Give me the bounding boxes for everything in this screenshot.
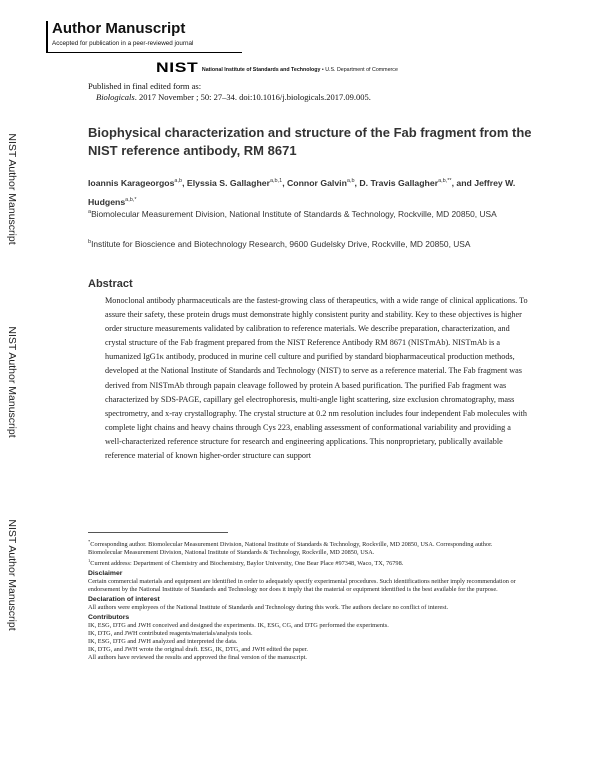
contributor-line: IK, DTG, and JWH contributed reagents/materials/analysis tools.: [88, 630, 253, 638]
published-line: Published in final edited form as:: [88, 81, 202, 91]
author-affil-sup: a,b: [174, 178, 183, 184]
author-affil-sup: a,b,*: [125, 196, 137, 203]
side-label-1: NIST Author Manuscript: [6, 132, 18, 245]
interest-text: All authors were employees of the National Institute of Standards and Technology during this work. The authors declare no conflict of interest.: [88, 604, 449, 612]
journal-name: Biologicals: [96, 92, 135, 102]
nist-agency-text: [202, 67, 398, 73]
interest-heading: Declaration of interest: [88, 596, 160, 604]
author-name: Connor Galvin: [287, 177, 347, 188]
author-list: Ioannis Karageorgos$^{a,b}$, Elyssia S. Gallagher$^{a,b,1}$, Connor Galvin$^{a,b}$, D. Travis Gallagher$^{a,b,**}$, and Jeffrey W. Hudgens$^{a,b,*}$: [88, 177, 516, 207]
author-affil-sup: a,b,1: [269, 178, 283, 184]
abstract-body: Monoclonal antibody pharmaceuticals are the fastest-growing class of therapeutics, with a wide range of clinical applications. To assure their safety, these protein drugs must demonstrate highly consistent purity and stability. Key to these objectives is higher order structure measurements validated by calibration to reference materials. We describe preparation, characterization, and crystal structure of the Fab fragment prepared from the NIST Reference Antibody RM 8671 (NISTmAb). NISTmAb is a humanized IgG1κ antibody, produced in murine cell culture and purified by standard biopharmaceutical production methods, developed at the National Institute of Standards and Technology (NIST) to serve as a reference material. The Fab fragment was derived from NISTmAb through papain cleavage followed by protein A based purification. The purified Fab fragment was characterized by SDS-PAGE, capillary gel electrophoresis, multi-angle light scattering, size exclusion chromatography, mass spectrometry, and x-ray crystallography. The crystal structure at 0.2 nm resolution includes four independent Fab molecules with complete light chains and heavy chains through Cys 223, enabling assessment of conformational variability and providing a well-characterized reference structure for research and engineering applications. This nonproprietary, publically available reference material of known higher-order structure can support: [105, 296, 528, 461]
nist-banner: [156, 60, 398, 74]
author-affil-sup: a,b: [346, 178, 355, 184]
manuscript-header: [46, 21, 242, 53]
contributor-line: IK, ESG, DTG and JWH conceived and designed the experiments. IK, ESG, CG, and DTG performed the experiments.: [88, 622, 389, 630]
side-label-3: NIST Author Manuscript: [6, 518, 18, 631]
affiliation-marker: b: [88, 239, 92, 245]
disclaimer-text: Certain commercial materials and equipment are identified in order to adequately specify experimental procedures. Such identifications neither imply recommendation or endorsement by the National Institute of Standards and Technology nor does it imply that the material or equipment identified is the best available for the purpose.: [88, 578, 516, 594]
nist-institute-name: National Institute of Standards and Technology: [201, 67, 321, 73]
affiliation-marker: a: [88, 209, 92, 215]
contributors-heading: Contributors: [88, 614, 130, 622]
contributor-line: IK, DTG, and JWH wrote the original draft. ESG, IK, DTG, and JWH edited the paper.: [88, 646, 308, 654]
current-address-footnote: $^1$Current address: Department of Chemistry and Biochemistry, Baylor University, One Bear Place #97348, Waco, TX, 76798.: [88, 558, 404, 568]
affiliation-text: Biomolecular Measurement Division, National Institute of Standards & Technology, Rockville, MD 20850, USA: [91, 208, 497, 219]
article-title: Biophysical characterization and structure of the Fab fragment from the NIST reference antibody, RM 8671: [88, 125, 532, 158]
citation-details: . 2017 November ; 50: 27–34. doi:10.1016/j.biologicals.2017.09.005.: [134, 92, 371, 102]
affiliation-b: [88, 235, 538, 252]
author-affil-sup: a,b,**: [438, 178, 452, 184]
author-name: Jeffrey W. Hudgens: [88, 177, 516, 207]
author-name: Ioannis Karageorgos: [88, 177, 175, 188]
manuscript-title: Author Manuscript: [52, 20, 186, 37]
manuscript-subtitle: Accepted for publication in a peer-reviewed journal: [52, 40, 194, 47]
authors-and: and: [456, 177, 475, 188]
footnote-divider: [88, 532, 228, 533]
nist-department: • U.S. Department of Commerce: [320, 67, 398, 73]
contributor-line: IK, ESG, DTG and JWH analyzed and interpreted the data.: [88, 638, 238, 646]
footnotes: [88, 538, 518, 662]
affiliation-a: [88, 205, 538, 222]
publication-info: [88, 81, 371, 103]
affiliation-text: Institute for Bioscience and Biotechnology Research, 9600 Gudelsky Drive, Rockville, MD 20850, USA: [91, 238, 471, 249]
disclaimer-heading: Disclaimer: [88, 570, 123, 578]
corresponding-footnote: *Corresponding author. Biomolecular Measurement Division, National Institute of Standards & Technology, Rockville, MD 20850, USA. Corresponding author. Biomolecular Measurement Division, National Institute of Standards & Technology, Rockville, MD 20850, USA.: [88, 539, 493, 557]
abstract-heading: Abstract: [88, 278, 133, 290]
contributor-line: All authors have reviewed the results and approved the final version of the manuscript.: [88, 654, 307, 662]
side-label-2: NIST Author Manuscript: [6, 325, 18, 438]
author-name: D. Travis Gallagher: [359, 177, 439, 188]
author-name: Elyssia S. Gallagher: [186, 177, 270, 188]
citation-line: [88, 92, 371, 103]
nist-logo: NIST: [156, 59, 199, 75]
